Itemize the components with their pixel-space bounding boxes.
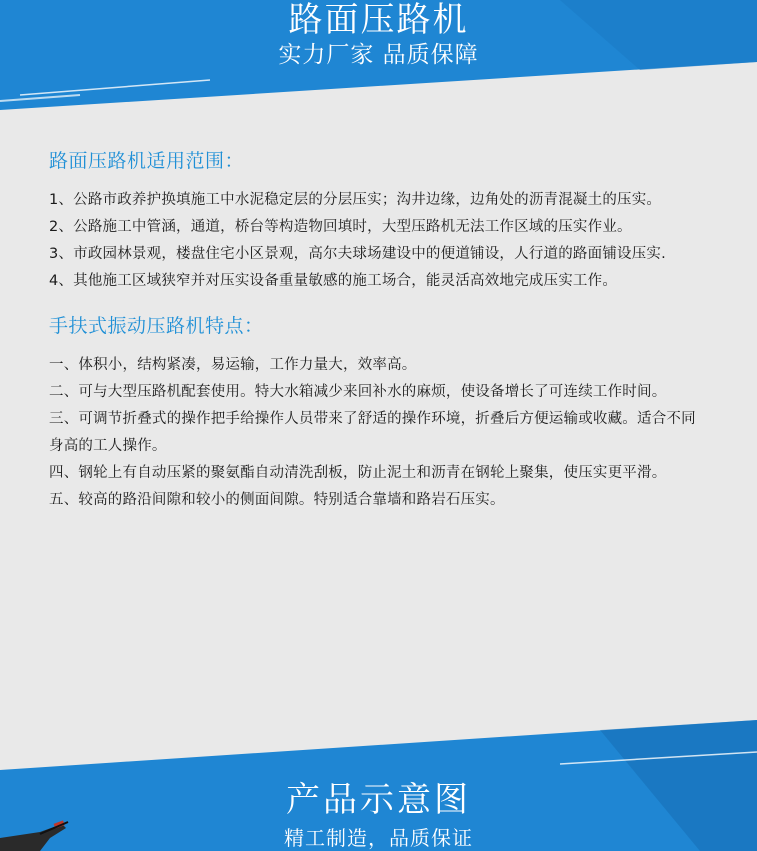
footer-banner-title: 产品示意图 [286, 780, 471, 820]
list-item: 五、较高的路沿间隙和较小的侧面间隙。特别适合靠墙和路岩石压实。 [49, 492, 505, 508]
section-heading-scope: 路面压路机适用范围： [49, 150, 245, 172]
list-item: 3、市政园林景观，楼盘住宅小区景观，高尔夫球场建设中的便道铺设，人行道的路面铺设压实. [49, 246, 666, 262]
footer-banner-subtitle: 精工制造，品质保证 [284, 826, 473, 850]
top-banner [0, 0, 757, 110]
list-item: 四、钢轮上有自动压紧的聚氨酯自动清洗刮板，防止泥土和沥青在钢轮上聚集，使压实更平滑。 [49, 465, 667, 481]
bottom-banner [0, 712, 757, 851]
list-item: 1、公路市政养护换填施工中水泥稳定层的分层压实；沟井边缘，边角处的沥青混凝土的压实。 [49, 192, 662, 208]
section-heading-features: 手扶式振动压路机特点： [49, 315, 264, 337]
page-subtitle: 实力厂家 品质保障 [278, 42, 479, 68]
list-item: 一、体积小，结构紧凑，易运输，工作力量大，效率高。 [49, 357, 417, 373]
roller-image-fragment [0, 820, 80, 851]
list-item: 三、可调节折叠式的操作把手给操作人员带来了舒适的操作环境，折叠后方便运输或收藏。适合不同身高的工人操作。 [49, 411, 696, 454]
list-item: 4、其他施工区域狭窄并对压实设备重量敏感的施工场合，能灵活高效地完成压实工作。 [49, 273, 618, 289]
content-area [49, 146, 701, 514]
list-item: 二、可与大型压路机配套使用。特大水箱减少来回补水的麻烦，使设备增长了可连续工作时间。 [49, 384, 667, 400]
list-item: 2、公路施工中管涵，通道，桥台等构造物回填时，大型压路机无法工作区域的压实作业。 [49, 219, 632, 235]
page-title: 路面压路机 [288, 0, 469, 40]
